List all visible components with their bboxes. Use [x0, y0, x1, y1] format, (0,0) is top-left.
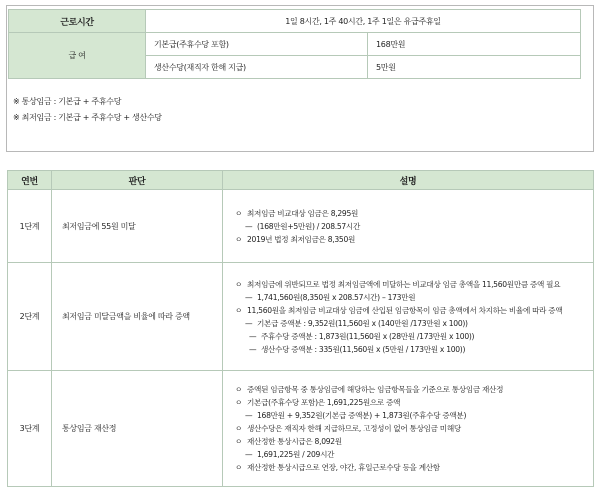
note-ordinary-wage: ※ 통상임금 : 기본급 + 주휴수당 — [13, 97, 122, 106]
description-line: ㅇ 최저임금에 위반되므로 법정 최저임금액에 미달하는 비교대상 임금 총액을 11,560원만큼 증액 필요 — [235, 279, 561, 289]
table-row — [9, 10, 581, 33]
table-header-row — [8, 171, 594, 190]
description-line: — 1,741,560원(8,350원 x 208.57시간) – 173만원 — [245, 292, 416, 302]
wage-item: 기본급(주휴수당 포함) — [146, 33, 368, 56]
description-line: ㅇ 11,560원을 최저임금 비교대상 임금에 산입된 임금항목이 임금 총액에서 차지하는 비율에 따라 증액 — [235, 305, 563, 315]
step-judgement: 최저임금에 55원 미달 — [52, 190, 223, 263]
step-number: 1단계 — [8, 190, 52, 263]
work-hours-value: 1일 8시간, 1주 40시간, 1주 1일은 유급주휴일 — [146, 10, 581, 33]
step-description — [223, 263, 594, 371]
step-description — [223, 190, 594, 263]
description-line: — 생산수당 증액분 : 335원(11,560원 x (5만원 / 173만원 x 100)) — [249, 344, 466, 354]
description-line: ㅇ 재산정한 통상시급으로 연장, 야간, 휴일근로수당 등을 계산함 — [235, 463, 440, 472]
wage-item: 생산수당(재직자 한해 지급) — [146, 56, 368, 79]
step-number: 2단계 — [8, 263, 52, 371]
table-row — [8, 371, 594, 487]
description-line: — 1,691,225원 / 209시간 — [245, 450, 335, 459]
description-line: ㅇ 2019년 법정 최저임금은 8,350원 — [235, 234, 356, 244]
description-line: — 기본급 증액분 : 9,352원(11,560원 x (140만원 /173만원 x 100)) — [245, 318, 468, 328]
description-line: ㅇ 최저임금 비교대상 임금은 8,295원 — [235, 208, 359, 218]
work-conditions-table — [8, 9, 581, 79]
step-judgement: 통상임금 재산정 — [52, 371, 223, 487]
description-line: ㅇ 생산수당은 재직자 한해 지급하므로, 고정성이 없어 통상임금 미해당 — [235, 424, 461, 433]
column-header-step: 연번 — [8, 171, 52, 190]
description-line: ㅇ 기본급(주휴수당 포함)은 1,691,225원으로 증액 — [235, 398, 401, 407]
table-row — [8, 263, 594, 371]
table-row — [9, 33, 581, 56]
description-line: — 주휴수당 증액분 : 1,873원(11,560원 x (28만원 /173만원 x 100)) — [249, 331, 475, 341]
description-line: ㅇ 증액된 임금항목 중 통상임금에 해당하는 임금항목들을 기준으로 통상임금 재산정 — [235, 385, 504, 394]
step-judgement: 최저임금 미달금액을 비율에 따라 증액 — [52, 263, 223, 371]
minimum-wage-steps-table — [7, 170, 594, 487]
wage-amount: 5만원 — [368, 56, 581, 79]
table-row — [8, 190, 594, 263]
description-line: ㅇ 재산정한 통상시급은 8,092원 — [235, 437, 342, 446]
description-line: — (168만원+5만원) / 208.57시간 — [245, 221, 360, 231]
definition-notes — [13, 94, 162, 126]
wage-amount: 168만원 — [368, 33, 581, 56]
step-number: 3단계 — [8, 371, 52, 487]
work-hours-label: 근로시간 — [9, 10, 146, 33]
step-description — [223, 371, 594, 487]
note-minimum-wage: ※ 최저임금 : 기본급 + 주휴수당 + 생산수당 — [13, 113, 162, 122]
wage-label: 급 여 — [9, 33, 146, 79]
column-header-judgement: 판단 — [52, 171, 223, 190]
column-header-description: 설명 — [223, 171, 594, 190]
description-line: — 168만원 + 9,352원(기본급 증액분) + 1,873원(주휴수당 증액분) — [245, 411, 467, 420]
